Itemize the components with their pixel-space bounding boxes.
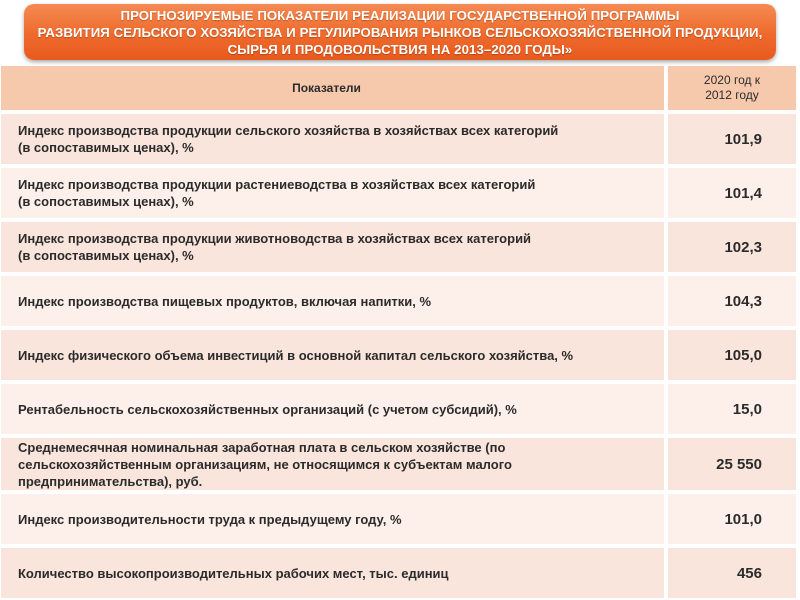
row-label-line: (в сопоставимых ценах), % — [18, 194, 194, 209]
row-label-line: (в сопоставимых ценах), % — [18, 248, 194, 263]
header-value-line-1: 2020 год к — [703, 73, 761, 87]
row-label-line: (в сопоставимых ценах), % — [18, 140, 194, 155]
row-label — [1, 330, 664, 380]
row-label — [1, 438, 664, 490]
header-indicator-label: Показатели — [292, 80, 361, 95]
table-header-row — [0, 66, 800, 110]
row-value: 101,9 — [668, 114, 796, 164]
row-label-line: Индекс производства продукции растениеводства в хозяйствах всех категорий — [18, 177, 536, 192]
table-row — [0, 168, 800, 218]
table-row — [0, 384, 800, 434]
row-label — [1, 222, 664, 272]
row-value: 105,0 — [668, 330, 796, 380]
row-label-line: Количество высокопроизводительных рабочих мест, тыс. единиц — [18, 565, 449, 581]
row-value: 456 — [668, 548, 796, 598]
row-label-line: Индекс производства продукции животноводства в хозяйствах всех категорий — [18, 231, 532, 246]
row-label — [1, 114, 664, 164]
row-value: 104,3 — [668, 276, 796, 326]
row-label-line: Индекс производства продукции сельского хозяйства в хозяйствах всех категорий — [18, 123, 559, 138]
row-label — [1, 276, 664, 326]
row-label-line: Индекс производства пищевых продуктов, включая напитки, % — [18, 293, 432, 309]
row-label — [1, 494, 664, 544]
row-value: 25 550 — [668, 438, 796, 490]
row-label-line: Индекс физического объема инвестиций в основной капитал сельского хозяйства, % — [18, 347, 574, 363]
row-label — [1, 548, 664, 598]
table-row — [0, 114, 800, 164]
row-value: 15,0 — [668, 384, 796, 434]
row-value: 101,0 — [668, 494, 796, 544]
row-value: 102,3 — [668, 222, 796, 272]
header-value-line-2: 2012 году — [705, 88, 759, 102]
row-value: 101,4 — [668, 168, 796, 218]
table-row — [0, 330, 800, 380]
header-indicator-cell — [1, 66, 664, 110]
title-line-3: СЫРЬЯ И ПРОДОВОЛЬСТВИЯ НА 2013–2020 ГОДЫ» — [227, 42, 573, 57]
table-row — [0, 438, 800, 490]
header-value-cell — [668, 66, 796, 110]
row-label — [1, 168, 664, 218]
row-label — [1, 384, 664, 434]
title-banner — [24, 4, 776, 60]
table-row — [0, 276, 800, 326]
table-row — [0, 548, 800, 598]
row-label-line: Индекс производительности труда к предыдущему году, % — [18, 511, 402, 527]
title-line-2: РАЗВИТИЯ СЕЛЬСКОГО ХОЗЯЙСТВА И РЕГУЛИРОВАНИЯ РЫНКОВ СЕЛЬСКОХОЗЯЙСТВЕННОЙ ПРОДУКЦИИ, — [37, 25, 763, 40]
row-label-line: Рентабельность сельскохозяйственных организаций (с учетом субсидий), % — [18, 401, 517, 417]
row-label-line: Среднемесячная номинальная заработная плата в сельском хозяйстве (по — [18, 439, 506, 455]
row-label-line: сельскохозяйственным организациям, не относящимся к субъектам малого — [18, 456, 512, 472]
title-line-1: ПРОГНОЗИРУЕМЫЕ ПОКАЗАТЕЛИ РЕАЛИЗАЦИИ ГОСУДАРСТВЕННОЙ ПРОГРАММЫ — [120, 8, 680, 23]
table-row — [0, 222, 800, 272]
row-label-line: предпринимательства), руб. — [18, 473, 203, 489]
table-row — [0, 494, 800, 544]
